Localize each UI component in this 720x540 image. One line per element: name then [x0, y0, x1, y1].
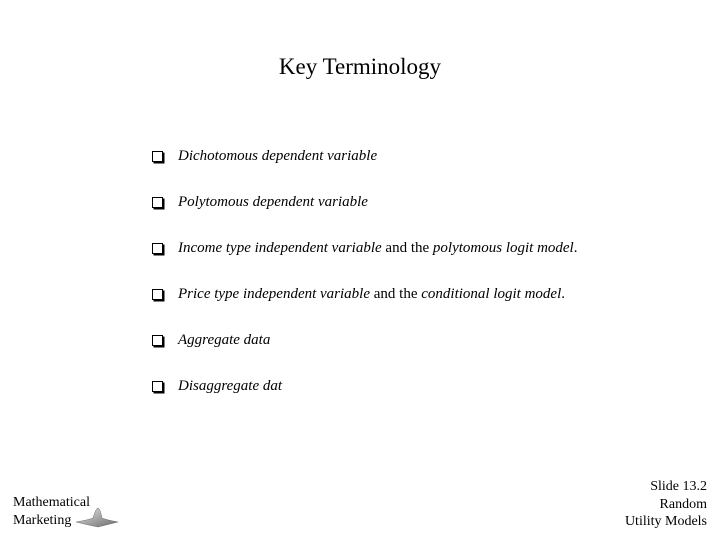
slide-info: Slide 13.2 Random Utility Models — [624, 479, 707, 529]
bullet-item: Polytomous dependent variable — [152, 194, 368, 211]
bullet-item: Price type independent variable and the conditional logit model . — [152, 286, 565, 303]
checkbox-square-icon — [152, 197, 163, 208]
footer-brand: Mathematical Marketing — [13, 495, 90, 528]
checkbox-square-icon — [152, 335, 163, 346]
checkbox-square-icon — [152, 289, 163, 300]
bullet-item: Disaggregate dat — [152, 378, 282, 395]
slide-title: Key Terminology — [278, 54, 442, 79]
checkbox-square-icon — [152, 243, 163, 254]
checkbox-square-icon — [152, 381, 163, 392]
checkbox-square-icon — [152, 151, 163, 162]
bullet-item: Income type independent variable and the polytomous logit model . — [152, 240, 577, 257]
bullet-item: Dichotomous dependent variable — [152, 148, 377, 165]
bell-curve-surface-icon — [76, 506, 118, 528]
bullet-item: Aggregate data — [152, 332, 270, 349]
